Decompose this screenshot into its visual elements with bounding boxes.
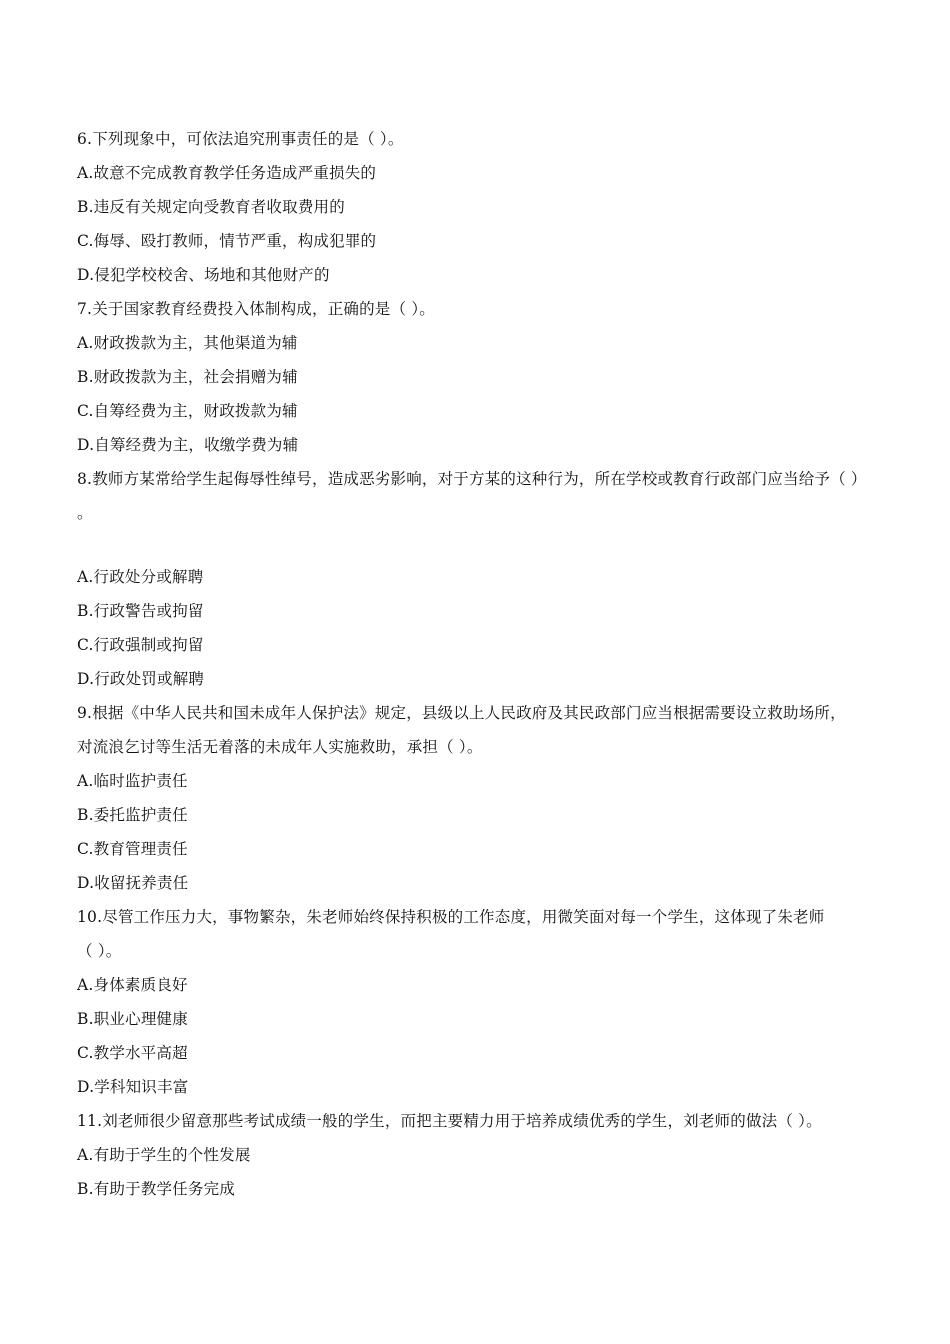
question-8-option-b: B.行政警告或拘留: [77, 602, 204, 620]
question-10-option-a: A.身体素质良好: [77, 976, 188, 994]
question-9-option-d: D.收留抚养责任: [77, 874, 189, 892]
question-10-option-d: D.学科知识丰富: [77, 1078, 189, 1096]
question-8-option-a: A.行政处分或解聘: [77, 568, 204, 586]
question-11-stem: 11.刘老师很少留意那些考试成绩一般的学生，而把主要精力用于培养成绩优秀的学生，刘老师的做法（ ）。: [77, 1112, 822, 1130]
question-7-option-c: C.自筹经费为主，财政拨款为辅: [77, 402, 298, 420]
question-11-option-b: B.有助于教学任务完成: [77, 1180, 236, 1198]
question-9-stem-line-2: 对流浪乞讨等生活无着落的未成年人实施救助，承担（ ）。: [77, 738, 483, 756]
question-6-option-c: C.侮辱、殴打教师，情节严重，构成犯罪的: [77, 232, 377, 250]
question-7-option-b: B.财政拨款为主，社会捐赠为辅: [77, 368, 298, 386]
question-8-stem-line-2: 。: [77, 504, 93, 522]
question-7-stem: 7.关于国家教育经费投入体制构成，正确的是（ ）。: [77, 300, 435, 318]
question-9-option-c: C.教育管理责任: [77, 840, 188, 858]
question-8-option-c: C.行政强制或拘留: [77, 636, 204, 654]
question-9-stem-line-1: 9.根据《中华人民共和国未成年人保护法》规定，县级以上人民政府及其民政部门应当根据需要设立救助场所，: [77, 704, 846, 722]
question-8-option-d: D.行政处罚或解聘: [77, 670, 205, 688]
question-list: [77, 122, 887, 1206]
question-10-stem-line-2: （ ）。: [77, 942, 122, 960]
question-9-option-a: A.临时监护责任: [77, 772, 188, 790]
blank-gap: [77, 530, 887, 560]
question-9-option-b: B.委托监护责任: [77, 806, 188, 824]
question-10-option-b: B.职业心理健康: [77, 1010, 188, 1028]
question-8-stem-line-1: 8.教师方某常给学生起侮辱性绰号，造成恶劣影响，对于方某的这种行为，所在学校或教育行政部门应当给予（ ）: [77, 470, 867, 488]
question-7-option-a: A.财政拨款为主，其他渠道为辅: [77, 334, 298, 352]
question-6-option-d: D.侵犯学校校舍、场地和其他财产的: [77, 266, 330, 284]
question-6-option-a: A.故意不完成教育教学任务造成严重损失的: [77, 164, 377, 182]
question-6-stem: 6.下列现象中，可依法追究刑事责任的是（ ）。: [77, 130, 404, 148]
question-11-option-a: A.有助于学生的个性发展: [77, 1146, 251, 1164]
question-6-option-b: B.违反有关规定向受教育者收取费用的: [77, 198, 345, 216]
question-7-option-d: D.自筹经费为主，收缴学费为辅: [77, 436, 299, 454]
question-10-stem-line-1: 10.尽管工作压力大，事物繁杂，朱老师始终保持积极的工作态度，用微笑面对每一个学生，这体现了朱老师: [77, 908, 825, 926]
question-10-option-c: C.教学水平高超: [77, 1044, 188, 1062]
